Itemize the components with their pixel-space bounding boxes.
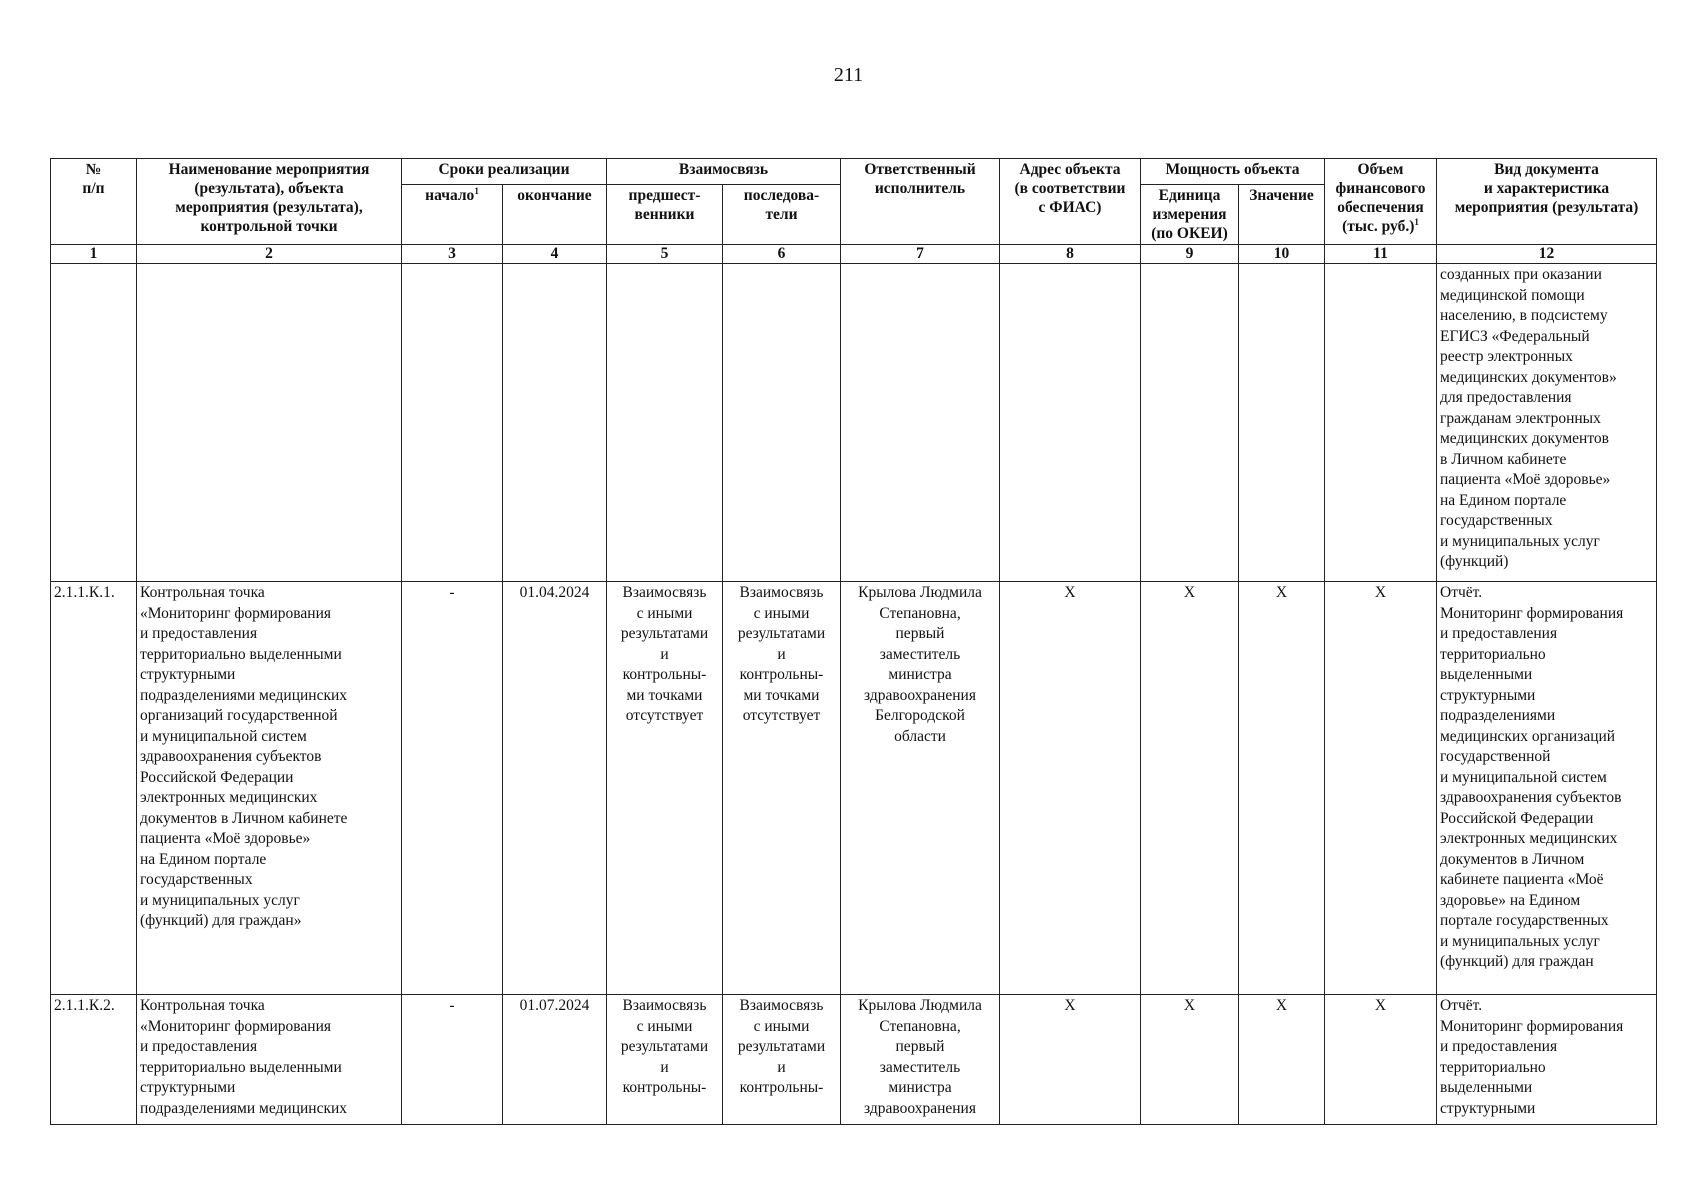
column-number: 7	[841, 245, 1000, 264]
header-successors: последова- тели	[723, 185, 841, 245]
table-row	[51, 582, 1657, 995]
row-name	[137, 264, 402, 582]
row-successors	[723, 264, 841, 582]
activities-table	[50, 158, 1657, 1125]
row-start: -	[402, 995, 503, 1125]
column-number: 9	[1141, 245, 1239, 264]
column-number: 10	[1239, 245, 1325, 264]
column-number: 5	[607, 245, 723, 264]
row-finance: Х	[1325, 995, 1437, 1125]
row-unit: Х	[1141, 582, 1239, 995]
row-successors: Взаимосвязь с иными результатами и контрольны- ми точками отсутствует	[723, 582, 841, 995]
header-finance: Объем финансового обеспечения (тыс. руб.)$^1$	[1325, 159, 1437, 245]
row-doc-description: Отчёт. Мониторинг формирования и предоставления территориально выделенными структурными подразделениями медицинских организаций государственной и муниципальной систем здравоохранения субъектов Российской Федерации электронных медицинских документов в Личном кабинете пациента «Моё здоровье» на Едином портале государственных и муниципальных услуг (функций) для граждан	[1437, 582, 1657, 995]
header-value: Значение	[1239, 185, 1325, 245]
header-capacity: Мощность объекта	[1141, 159, 1325, 185]
row-unit: Х	[1141, 995, 1239, 1125]
row-predecessors: Взаимосвязь с иными результатами и контрольны- ми точками отсутствует	[607, 582, 723, 995]
row-executor	[841, 264, 1000, 582]
row-num: 2.1.1.К.2.	[51, 995, 137, 1125]
row-end: 01.07.2024	[503, 995, 607, 1125]
row-value: Х	[1239, 995, 1325, 1125]
row-doc-description: созданных при оказании медицинской помощи населению, в подсистему ЕГИСЗ «Федеральный реестр электронных медицинских документов» для предоставления гражданам электронных медицинских документов в Личном кабинете пациента «Моё здоровье» на Едином портале государственных и муниципальных услуг (функций)	[1437, 264, 1657, 582]
row-num: 2.1.1.К.1.	[51, 582, 137, 995]
header-relation: Взаимосвязь	[607, 159, 841, 185]
column-number: 6	[723, 245, 841, 264]
column-number: 3	[402, 245, 503, 264]
row-value: Х	[1239, 582, 1325, 995]
row-finance	[1325, 264, 1437, 582]
row-successors: Взаимосвязь с иными результатами и контрольны-	[723, 995, 841, 1125]
column-number: 12	[1437, 245, 1657, 264]
header-name: Наименование мероприятия (результата), объекта мероприятия (результата), контрольной точки	[137, 159, 402, 245]
row-start: -	[402, 582, 503, 995]
column-number: 1	[51, 245, 137, 264]
row-address	[1000, 264, 1141, 582]
header-start: начало$^1$	[402, 185, 503, 245]
row-doc-description: Отчёт. Мониторинг формирования и предоставления территориально выделенными структурными	[1437, 995, 1657, 1125]
row-address: Х	[1000, 995, 1141, 1125]
header-predecessors: предшест- венники	[607, 185, 723, 245]
row-predecessors	[607, 264, 723, 582]
start-footnote-mark: 1	[474, 185, 479, 196]
header-end: окончание	[503, 185, 607, 245]
row-end: 01.04.2024	[503, 582, 607, 995]
finance-footnote-mark: 1	[1414, 216, 1419, 227]
row-finance: Х	[1325, 582, 1437, 995]
header-terms: Сроки реализации	[402, 159, 607, 185]
header-doctype: Вид документа и характеристика мероприятия (результата)	[1437, 159, 1657, 245]
column-number: 8	[1000, 245, 1141, 264]
header-unit: Единица измерения (по ОКЕИ)	[1141, 185, 1239, 245]
row-start	[402, 264, 503, 582]
column-number: 11	[1325, 245, 1437, 264]
column-number: 2	[137, 245, 402, 264]
row-predecessors: Взаимосвязь с иными результатами и контрольны-	[607, 995, 723, 1125]
column-number: 4	[503, 245, 607, 264]
table-row	[51, 995, 1657, 1125]
header-address: Адрес объекта (в соответствии с ФИАС)	[1000, 159, 1141, 245]
row-address: Х	[1000, 582, 1141, 995]
header-num: № п/п	[51, 159, 137, 245]
row-value	[1239, 264, 1325, 582]
row-name: Контрольная точка «Мониторинг формирования и предоставления территориально выделенными структурными подразделениями медицинских	[137, 995, 402, 1125]
row-end	[503, 264, 607, 582]
row-num	[51, 264, 137, 582]
row-executor: Крылова Людмила Степановна, первый заместитель министра здравоохранения Белгородской области	[841, 582, 1000, 995]
table-row	[51, 264, 1657, 582]
row-executor: Крылова Людмила Степановна, первый заместитель министра здравоохранения	[841, 995, 1000, 1125]
row-name: Контрольная точка «Мониторинг формирования и предоставления территориально выделенными структурными подразделениями медицинских организаций государственной и муниципальной систем здравоохранения субъектов Российской Федерации электронных медицинских документов в Личном кабинете пациента «Моё здоровье» на Едином портале государственных и муниципальных услуг (функций) для граждан»	[137, 582, 402, 995]
row-unit	[1141, 264, 1239, 582]
page-number: 211	[833, 64, 864, 86]
header-executor: Ответственный исполнитель	[841, 159, 1000, 245]
